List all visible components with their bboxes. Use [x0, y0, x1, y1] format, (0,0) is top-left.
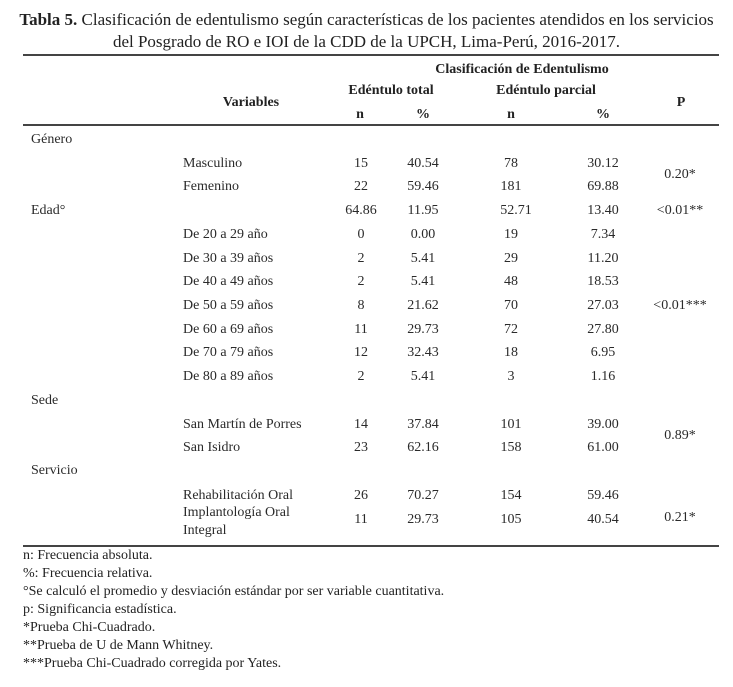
cell-pct-total: 21.62 — [407, 298, 439, 313]
cell-pct-total: 40.54 — [407, 156, 439, 171]
cell-n-parcial: 3 — [507, 369, 515, 384]
row-label: De 40 a 49 años — [183, 274, 274, 289]
cell-n-parcial: 154 — [500, 488, 522, 503]
cell-pct-parcial: 27.03 — [587, 298, 619, 313]
header-p: P — [676, 95, 686, 110]
header-pct-total: % — [416, 107, 430, 122]
cell-pct-parcial: 61.00 — [587, 440, 619, 455]
cell-n-total: 2 — [357, 369, 365, 384]
caption-line-1 — [0, 9, 733, 31]
cell-n-total: 26 — [354, 488, 368, 503]
cell-n-parcial: 70 — [504, 298, 518, 313]
row-label: Implantología Oral — [183, 505, 290, 520]
cell-n-total: 64.86 — [345, 203, 377, 218]
header-total: Edéntulo total — [348, 83, 434, 98]
cell-n-parcial: 105 — [500, 512, 522, 527]
cell-pct-total: 29.73 — [407, 322, 439, 337]
cell-n-total: 11 — [354, 512, 368, 527]
row-label: San Martín de Porres — [183, 417, 302, 432]
caption-text: Clasificación de edentulismo según características de los pacientes atendidos en los servicios — [77, 10, 714, 29]
header-n-parcial: n — [507, 107, 515, 122]
cell-n-parcial: 52.71 — [500, 203, 532, 218]
group-sede: Sede — [31, 393, 59, 408]
cell-pct-parcial: 59.46 — [587, 488, 619, 503]
cell-pct-total: 5.41 — [410, 274, 436, 289]
footnote-mann-whitney: **Prueba de U de Mann Whitney. — [23, 638, 214, 653]
p-sede: 0.89* — [664, 428, 696, 443]
row-label: De 70 a 79 años — [183, 345, 274, 360]
group-servicio: Servicio — [31, 463, 78, 478]
cell-n-parcial: 29 — [504, 251, 518, 266]
cell-pct-parcial: 18.53 — [587, 274, 619, 289]
footnote-pct: %: Frecuencia relativa. — [23, 566, 153, 581]
p-genero: 0.20* — [664, 167, 696, 182]
caption-line-2: del Posgrado de RO e IOI de la CDD de la UPCH, Lima-Perú, 2016-2017. — [112, 32, 621, 51]
row-label: De 60 a 69 años — [183, 322, 274, 337]
footnote-degree: °Se calculó el promedio y desviación estándar por ser variable cuantitativa. — [23, 584, 445, 599]
cell-pct-total: 0.00 — [410, 227, 436, 242]
footnote-n: n: Frecuencia absoluta. — [23, 548, 153, 563]
cell-pct-total: 70.27 — [407, 488, 439, 503]
row-label: De 20 a 29 año — [183, 227, 268, 242]
cell-pct-total: 32.43 — [407, 345, 439, 360]
cell-pct-parcial: 6.95 — [590, 345, 616, 360]
cell-n-total: 12 — [354, 345, 368, 360]
footnote-chi: *Prueba Chi-Cuadrado. — [23, 620, 156, 635]
cell-n-total: 14 — [354, 417, 368, 432]
cell-n-total: 2 — [357, 274, 365, 289]
cell-n-total: 15 — [354, 156, 368, 171]
cell-n-total: 2 — [357, 251, 365, 266]
cell-n-total: 11 — [354, 322, 368, 337]
cell-n-total: 0 — [357, 227, 365, 242]
caption-label: Tabla 5. — [19, 10, 78, 29]
cell-n-parcial: 101 — [500, 417, 522, 432]
group-genero: Género — [31, 132, 73, 147]
p-edad: <0.01** — [656, 203, 704, 218]
cell-pct-parcial: 11.20 — [587, 251, 619, 266]
top-rule — [23, 54, 719, 56]
cell-pct-parcial: 27.80 — [587, 322, 619, 337]
cell-pct-total: 62.16 — [407, 440, 439, 455]
row-label: Femenino — [183, 179, 239, 194]
header-rule — [23, 124, 719, 126]
p-servicio: 0.21* — [664, 510, 696, 525]
row-label: San Isidro — [183, 440, 241, 455]
row-label: Masculino — [183, 156, 243, 171]
cell-pct-parcial: 69.88 — [587, 179, 619, 194]
cell-pct-total: 37.84 — [407, 417, 439, 432]
cell-pct-parcial: 30.12 — [587, 156, 619, 171]
row-label: Rehabilitación Oral — [183, 488, 294, 503]
header-pct-parcial: % — [596, 107, 610, 122]
cell-pct-total: 59.46 — [407, 179, 439, 194]
cell-n-parcial: 158 — [500, 440, 522, 455]
cell-pct-parcial: 7.34 — [590, 227, 616, 242]
cell-pct-total: 29.73 — [407, 512, 439, 527]
header-n-total: n — [356, 107, 364, 122]
cell-n-total: 23 — [354, 440, 368, 455]
cell-pct-total: 11.95 — [407, 203, 439, 218]
header-group: Clasificación de Edentulismo — [435, 62, 609, 77]
cell-pct-parcial: 1.16 — [590, 369, 616, 384]
cell-pct-parcial: 13.40 — [587, 203, 619, 218]
p-edad-ranges: <0.01*** — [653, 298, 707, 313]
cell-n-total: 22 — [354, 179, 368, 194]
header-parcial: Edéntulo parcial — [496, 83, 596, 98]
cell-n-total: 8 — [357, 298, 365, 313]
cell-pct-total: 5.41 — [410, 369, 436, 384]
cell-n-parcial: 19 — [504, 227, 518, 242]
row-label: De 50 a 59 años — [183, 298, 274, 313]
header-variables: Variables — [222, 95, 280, 110]
group-edad: Edad° — [31, 203, 66, 218]
cell-pct-parcial: 40.54 — [587, 512, 619, 527]
cell-n-parcial: 181 — [500, 179, 522, 194]
cell-n-parcial: 78 — [504, 156, 518, 171]
row-label: De 30 a 39 años — [183, 251, 274, 266]
cell-pct-parcial: 39.00 — [587, 417, 619, 432]
row-label: De 80 a 89 años — [183, 369, 274, 384]
footnote-p: p: Significancia estadística. — [23, 602, 177, 617]
cell-n-parcial: 72 — [504, 322, 518, 337]
cell-pct-total: 5.41 — [410, 251, 436, 266]
table-caption — [0, 9, 733, 53]
row-label-cont: Integral — [183, 523, 227, 538]
cell-n-parcial: 18 — [504, 345, 518, 360]
footnote-yates: ***Prueba Chi-Cuadrado corregida por Yates. — [23, 656, 282, 671]
cell-n-parcial: 48 — [504, 274, 518, 289]
